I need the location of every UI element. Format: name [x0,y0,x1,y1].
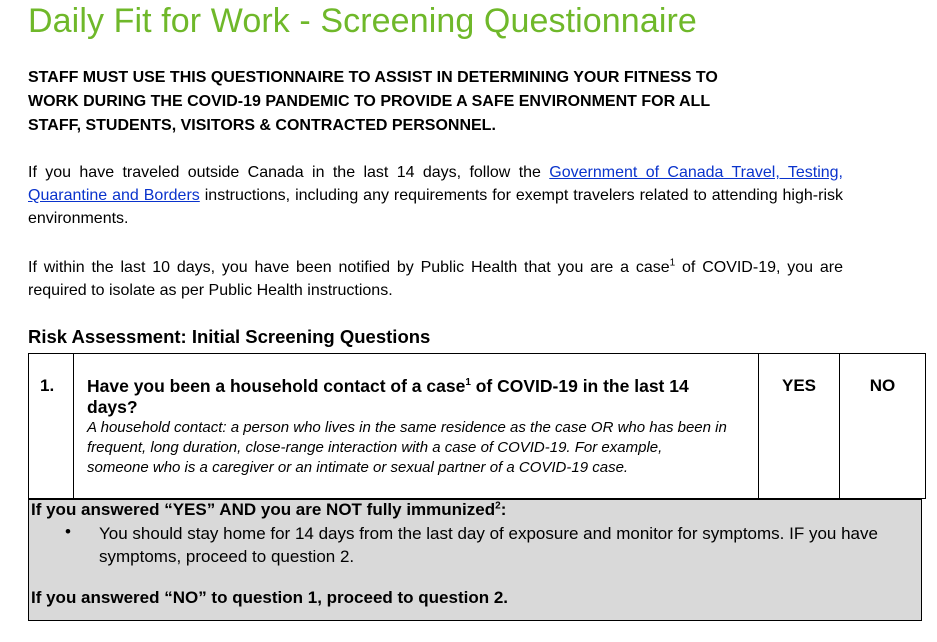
bullet-icon: • [65,522,71,541]
intro-statement [28,66,868,138]
travel-paragraph [28,161,843,230]
yes-heading-text: If you answered “YES” AND you are NOT fully immunized [31,500,496,519]
yes-answer-cell[interactable]: YES [758,354,839,498]
question-text [87,376,727,418]
government-travel-link[interactable]: Government of Canada Travel, Testing, Quarantine and Borders [28,164,843,204]
yes-guidance-heading [31,500,506,520]
intro-line: WORK DURING THE COVID-19 PANDEMIC TO PROVIDE A SAFE ENVIRONMENT FOR ALL [28,93,711,110]
footnote-marker: 1 [465,377,471,389]
guidance-box [28,499,922,621]
notified-text-before: If within the last 10 days, you have been notified by Public Health that you are a case [28,259,670,276]
question-number: 1. [29,354,74,498]
question-table [28,353,926,499]
risk-assessment-heading: Risk Assessment: Initial Screening Questions [28,326,431,347]
yes-heading-colon: : [500,500,507,519]
question-text-after: of COVID-19 in the last 14 days? [87,376,689,417]
intro-line: STAFF, STUDENTS, VISITORS & CONTRACTED PERSONNEL. [28,117,496,134]
question-body [87,376,727,478]
travel-text-after: instructions, including any requirements for exempt travelers related to attending high-risk environments. [28,187,843,227]
notified-text-after: of COVID-19, you are required to isolate as per Public Health instructions. [28,259,843,299]
footnote-marker: 1 [669,257,676,269]
travel-text-before: If you have traveled outside Canada in the last 14 days, follow the [28,164,550,181]
intro-line: STAFF MUST USE THIS QUESTIONNAIRE TO ASSIST IN DETERMINING YOUR FITNESS TO [28,69,718,86]
no-answer-cell[interactable]: NO [839,354,925,498]
document-title: Daily Fit for Work - Screening Questionnaire [28,2,697,40]
stay-home-instruction: You should stay home for 14 days from the last day of exposure and monitor for symptoms. IF you have symptoms, proceed to question 2. [99,524,878,566]
notified-paragraph [28,256,843,302]
no-guidance-heading: If you answered “NO” to question 1, proceed to question 2. [31,588,509,607]
question-text-before: Have you been a household contact of a case [87,376,466,396]
footnote-marker: 2 [495,500,501,512]
household-contact-note: A household contact: a person who lives in the same residence as the case OR who has been in frequent, long duration, close-range interaction with a case of COVID-19. For example, someone who is a caregiver or an intimate or sexual partner of a COVID-19 case. [87,419,727,476]
